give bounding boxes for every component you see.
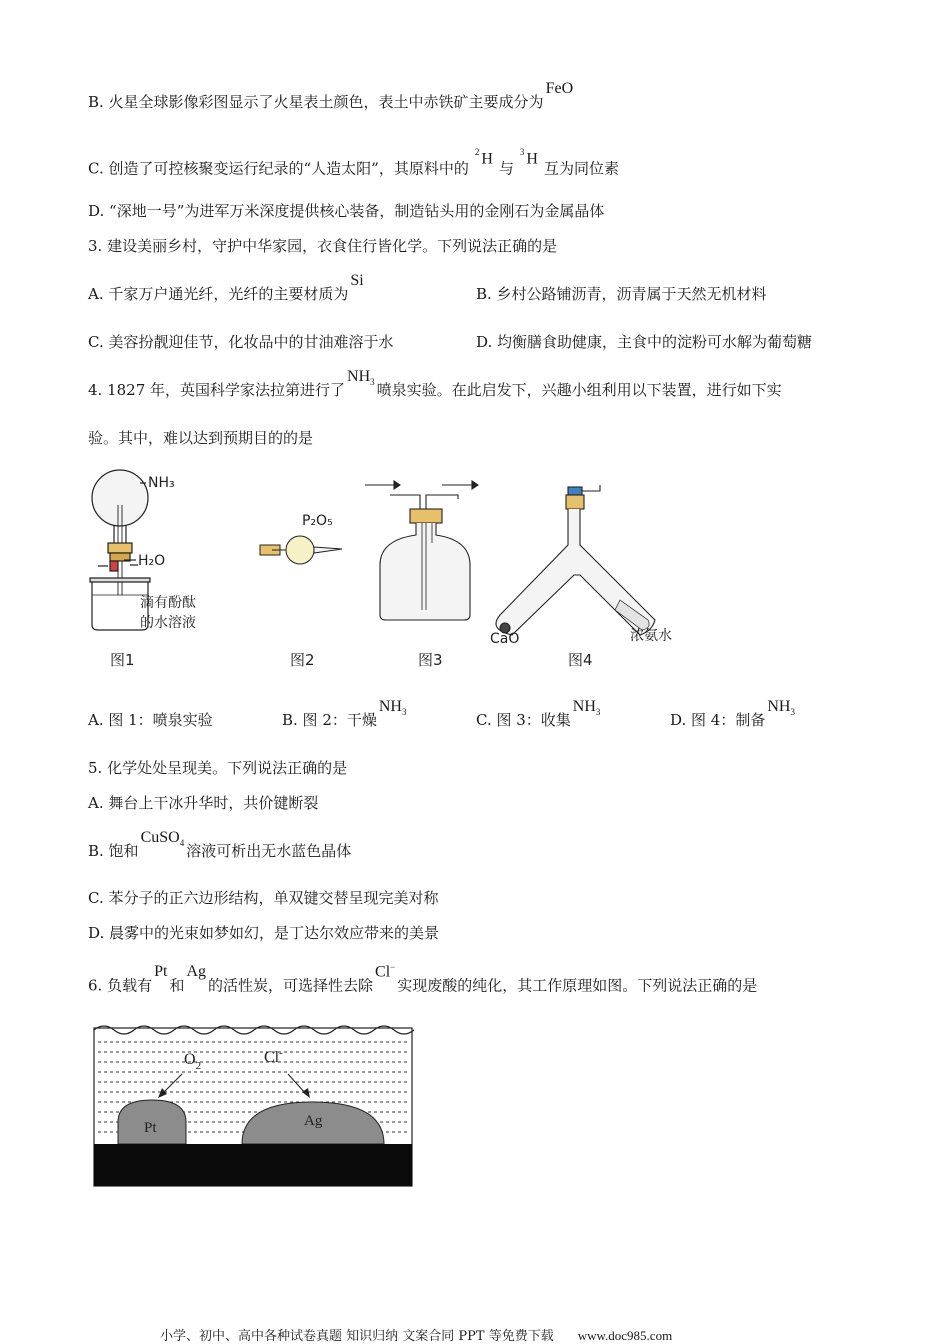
q4-stem-formula-sub: 3 bbox=[370, 377, 375, 388]
footer-text: 小学、初中、高中各种试卷真题 知识归纳 文案合同 PPT 等免费下载 bbox=[160, 1329, 554, 1344]
fig4-y-tube bbox=[496, 485, 655, 635]
q5-stem: 5. 化学处处呈现美。下列说法正确的是 bbox=[88, 759, 348, 777]
fig4-cao-label: CaO bbox=[490, 631, 520, 647]
q4-stem-text-1: 4. 1827 年，英国科学家法拉第进行了 bbox=[88, 381, 346, 399]
q3-option-a-text: A. 千家万户通光纤，光纤的主要材质为 bbox=[88, 285, 349, 303]
fig1-solution-label-1: 滴有酚酞 bbox=[140, 595, 196, 611]
q3-option-a bbox=[88, 272, 366, 305]
q6-stem-text-4: 实现废酸的纯化，其工作原理如图。下列说法正确的是 bbox=[397, 976, 758, 995]
q6-diagram bbox=[92, 1022, 416, 1190]
q5-option-b-text-2: 溶液可析出无水蓝色晶体 bbox=[186, 842, 352, 860]
q4-option-d-formula-sub: 3 bbox=[790, 707, 795, 718]
q3-option-d: D. 均衡膳食助健康，主食中的淀粉可水解为葡萄糖 bbox=[476, 333, 813, 351]
q3-option-a-formula: Si bbox=[350, 272, 364, 289]
q6-stem-pt: Pt bbox=[154, 963, 168, 981]
q2-option-d: D. “深地一号”为进军万米深度提供核心装备，制造钻头用的金刚石为金属晶体 bbox=[88, 202, 605, 220]
q4-option-b-text: B. 图 2：干燥 bbox=[282, 711, 377, 729]
q4-option-b-formula-main: NH bbox=[378, 698, 402, 715]
q2-isotope-2-symbol: H bbox=[526, 150, 538, 168]
pt-label: Pt bbox=[144, 1120, 157, 1136]
fig2-label: 图2 bbox=[290, 651, 315, 669]
q6-stem-text-1: 6. 负载有 bbox=[88, 976, 153, 995]
q4-option-d bbox=[670, 698, 797, 736]
q2-option-b-text: B. 火星全球影像彩图显示了火星表土颜色，表土中赤铁矿主要成分为 bbox=[88, 93, 544, 111]
q4-stem-line2: 验。其中，难以达到预期目的的是 bbox=[88, 429, 314, 447]
q5-option-c: C. 苯分子的正六边形结构，单双键交替呈现完美对称 bbox=[88, 889, 439, 907]
q3-option-c: C. 美容扮靓迎佳节，化妆品中的甘油难溶于水 bbox=[88, 333, 394, 351]
fig1-label: 图1 bbox=[110, 651, 135, 669]
fig2-reagent-label: P₂O₅ bbox=[302, 513, 333, 529]
q4-option-c bbox=[476, 698, 602, 736]
q2-option-b-formula: FeO bbox=[545, 80, 574, 97]
q6-stem-cl bbox=[375, 957, 395, 982]
cl-label: Cl- bbox=[264, 1047, 283, 1066]
fig3-label: 图3 bbox=[418, 651, 443, 669]
q4-option-b-formula bbox=[379, 697, 407, 722]
q6-stem-cl-sup: − bbox=[390, 962, 396, 972]
q6-stem bbox=[88, 962, 758, 996]
q5-option-d: D. 晨雾中的光束如梦如幻，是丁达尔效应带来的美景 bbox=[88, 924, 440, 942]
q4-option-b-formula-sub: 3 bbox=[401, 707, 407, 718]
fig4-label: 图4 bbox=[568, 651, 593, 669]
q5-option-b bbox=[88, 829, 352, 867]
q6-stem-cl-main: Cl bbox=[375, 963, 391, 981]
q2-option-c-text-1: C. 创造了可控核聚变运行纪录的“人造太阳”，其原料中的 bbox=[88, 159, 469, 178]
q4-option-c-formula bbox=[573, 697, 601, 722]
q5-option-b-formula-main: CuSO bbox=[140, 829, 180, 846]
q2-option-c-text-3: 互为同位素 bbox=[543, 159, 619, 178]
q6-stem-text-3: 的活性炭，可选择性去除 bbox=[208, 976, 374, 995]
q3-stem: 3. 建设美丽乡村，守护中华家园，衣食住行皆化学。下列说法正确的是 bbox=[88, 237, 558, 255]
q4-option-a: A. 图 1：喷泉实验 bbox=[88, 711, 213, 729]
q4-stem-formula bbox=[347, 367, 375, 392]
fig4-ammonia-label: 浓氨水 bbox=[630, 628, 672, 644]
q4-option-c-formula-main: NH bbox=[572, 698, 596, 715]
page-footer bbox=[160, 1325, 672, 1344]
q6-stem-text-2: 和 bbox=[169, 976, 185, 995]
footer-url[interactable]: www.doc985.com bbox=[577, 1328, 673, 1343]
q2-isotope-2-mass: 3 bbox=[519, 147, 525, 157]
q4-option-d-text: D. 图 4：制备 bbox=[670, 711, 766, 729]
q2-isotope-2 bbox=[520, 144, 538, 169]
fig3-gas-bottle bbox=[365, 481, 478, 620]
ag-label: Ag bbox=[304, 1113, 323, 1129]
o2-label: $O_2$ bbox=[184, 1051, 202, 1072]
q2-isotope-1-symbol: H bbox=[481, 150, 493, 168]
q4-option-d-formula-main: NH bbox=[767, 698, 791, 715]
fig2-drying-tube bbox=[260, 536, 342, 564]
q4-stem-line1 bbox=[88, 368, 782, 406]
q4-option-b bbox=[282, 698, 408, 736]
q2-isotope-1 bbox=[475, 144, 493, 169]
q5-option-b-formula bbox=[141, 828, 185, 853]
q4-stem-formula-main: NH bbox=[347, 368, 371, 385]
q4-option-d-formula bbox=[767, 697, 795, 722]
fig1-solution-label-2: 的水溶液 bbox=[140, 615, 196, 631]
q2-option-c-text-2: 与 bbox=[498, 159, 514, 178]
q5-option-b-text-1: B. 饱和 bbox=[88, 842, 139, 860]
carbon-support bbox=[94, 1144, 412, 1186]
q5-option-b-formula-sub: 4 bbox=[179, 838, 185, 849]
q2-option-b bbox=[88, 80, 575, 113]
q4-option-c-text: C. 图 3：收集 bbox=[476, 711, 571, 729]
q4-stem-text-2: 喷泉实验。在此启发下，兴趣小组利用以下装置，进行如下实 bbox=[376, 381, 782, 399]
q6-stem-ag: Ag bbox=[186, 963, 207, 981]
fig1-nh3-label: NH₃ bbox=[148, 475, 175, 491]
q2-isotope-1-mass: 2 bbox=[474, 147, 480, 157]
q3-option-b: B. 乡村公路铺沥青，沥青属于天然无机材料 bbox=[476, 285, 767, 303]
fig1-h2o-label: H₂O bbox=[138, 553, 166, 569]
q4-figures bbox=[80, 465, 740, 675]
q5-option-a: A. 舞台上干冰升华时，共价键断裂 bbox=[88, 794, 319, 812]
q2-option-c bbox=[88, 147, 619, 179]
q4-option-c-formula-sub: 3 bbox=[595, 707, 601, 718]
